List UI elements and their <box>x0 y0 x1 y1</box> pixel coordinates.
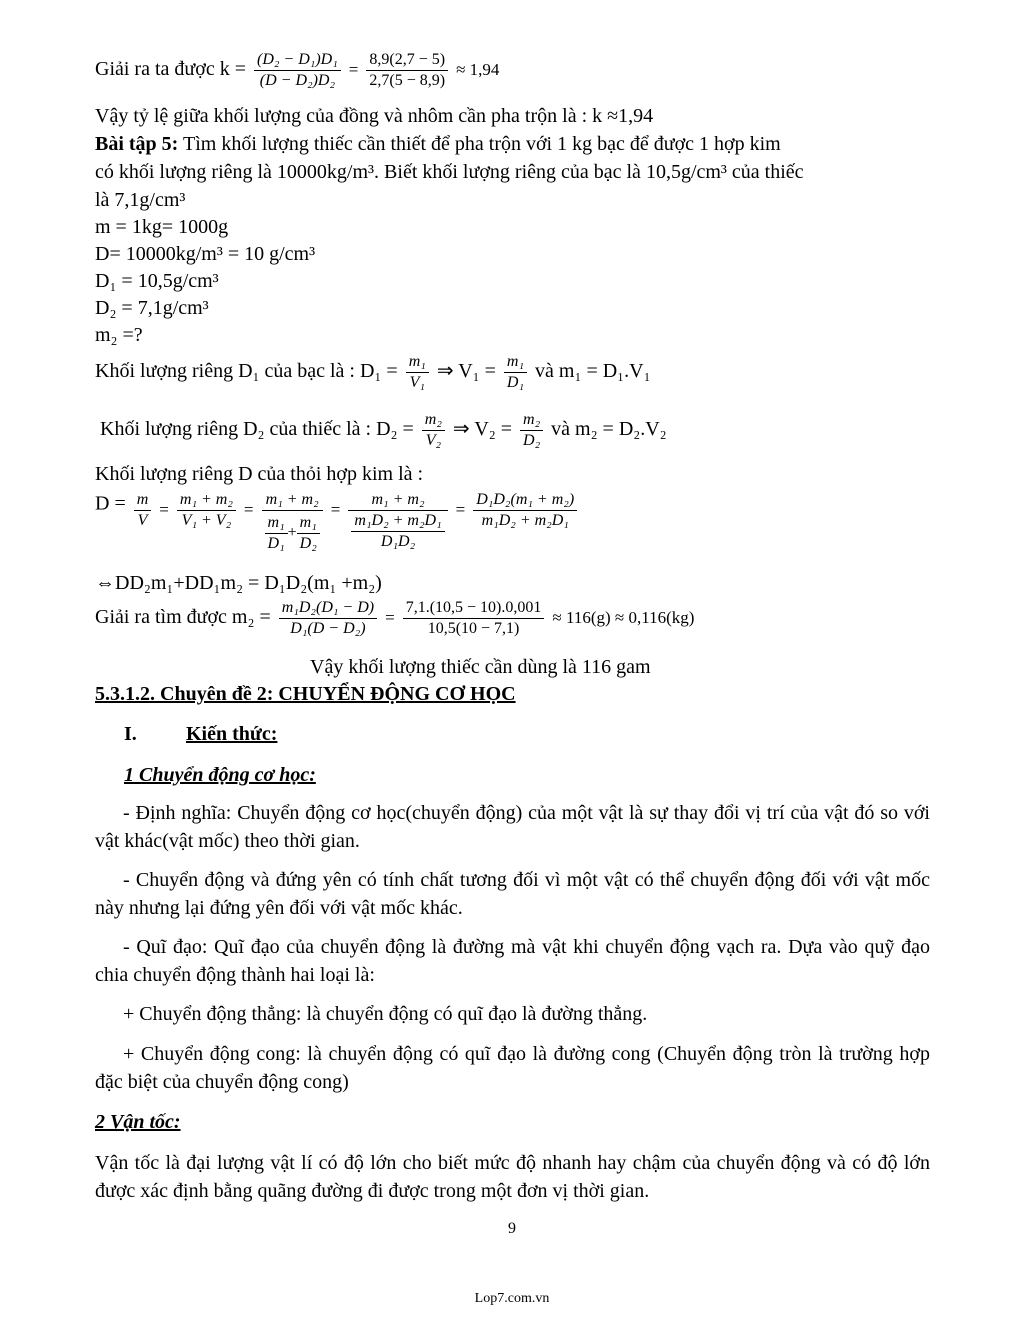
D-prefix: D = <box>95 492 131 515</box>
frac-m1-D1 <box>504 352 527 393</box>
frac-num: m₁ + m₂ <box>177 490 236 511</box>
k-frac1-den: (D − D₂)D₂ <box>259 72 336 89</box>
silver-density-line <box>95 352 651 393</box>
equals-sign: = <box>455 500 466 519</box>
equals-sign: = <box>243 500 254 519</box>
frac-den-compound <box>262 511 323 554</box>
frac-num: m₁ <box>406 352 429 373</box>
frac-num: m₁ + m₂ <box>348 490 447 511</box>
k-prefix: Giải ra ta được k = <box>95 58 251 81</box>
m2-prefix: Giải ra tìm được m₂ = <box>95 606 276 629</box>
paragraph-trajectory <box>95 933 930 989</box>
tin-volume-text: ⇒ V₂ = <box>452 418 518 441</box>
frac-den: D₁ <box>267 535 285 552</box>
frac-complex-1 <box>262 490 323 554</box>
section-heading: 5.3.1.2. Chuyên đề 2: CHUYỂN ĐỘNG CƠ HỌC <box>95 683 516 705</box>
plus-sign: + <box>287 524 297 542</box>
tin-density-text: Khối lượng riêng D₂ của thiếc là : D₂ = <box>100 418 419 441</box>
exercise-5-line <box>95 132 781 156</box>
frac-num: m₁ <box>265 513 288 534</box>
ratio-conclusion: Vậy tỷ lệ giữa khối lượng của đồng và nhôm cần pha trộn là : k ≈1,94 <box>95 105 654 127</box>
frac-m1-D2-inner <box>297 513 320 554</box>
frac-num: m₁ + m₂ <box>262 490 323 511</box>
paragraph-text: + Chuyển động cong: là chuyển động có quĩ đạo là đường cong (Chuyển động tròn là trường hợp đặc biệt của chuyển động cong) <box>95 1043 930 1093</box>
m2-value: ≈ 116(g) ≈ 0,116(kg) <box>552 608 695 628</box>
frac-den: V₁ + V₂ <box>181 512 232 529</box>
paragraph-velocity: Vận tốc là đại lượng vật lí có độ lớn cho biết mức độ nhanh hay chậm của chuyển động và có độ lớn được xác định bằng quãng đường đi được trong một đơn vị thời gian. <box>95 1152 930 1202</box>
paragraph-text: - Quĩ đạo: Quĩ đạo của chuyển động là đường mà vật khi chuyển động vạch ra. Dựa vào quỹ đạo chia chuyển động thành hai loại là: <box>95 936 930 986</box>
equals-sign: = <box>348 60 359 80</box>
frac-den: m₁D₂ + m₂D₁ <box>481 512 569 529</box>
paragraph-text: - Chuyển động và đứng yên có tính chất tương đối vì một vật có thể chuyển động đối với vật mốc này nhưng lại đứng yên đối với vật mốc khác. <box>95 869 930 919</box>
frac-m-sum-V-sum <box>177 490 236 531</box>
knowledge-title: Kiến thức: <box>186 723 278 745</box>
frac-num: m₂ <box>422 410 445 431</box>
m2-fraction-2 <box>403 598 545 639</box>
frac-den: V <box>137 512 148 529</box>
exercise-5-line-2: có khối lượng riêng là 10000kg/m³. Biết khối lượng riêng của bạc là 10,5g/cm³ của thiếc <box>95 161 804 183</box>
frac-den: V₁ <box>409 374 425 391</box>
paragraph-relative <box>95 866 930 922</box>
paragraph-definition <box>95 799 930 855</box>
frac-den-compound <box>348 511 447 552</box>
frac-den: D₁D₂ <box>380 533 416 550</box>
frac-inner <box>351 511 444 552</box>
tin-conclusion: Vậy khối lượng thiếc cần dùng là 116 gam <box>310 656 651 678</box>
frac-m2-V2 <box>422 410 445 451</box>
silver-mass-text: và m₁ = D₁.V₁ <box>535 360 651 383</box>
unknown-m2: m₂ =? <box>95 324 143 346</box>
frac-m2-D2 <box>520 410 543 451</box>
exercise-5-text: Tìm khối lượng thiếc cần thiết để pha trộn với 1 kg bạc để được 1 hợp kim <box>178 133 781 155</box>
subsection-knowledge <box>124 722 277 746</box>
k-frac2-den: 2,7(5 − 8,9) <box>369 72 446 89</box>
k-fraction-2 <box>366 50 448 91</box>
frac-den: D₂ <box>523 432 541 449</box>
subheading-velocity: 2 Vận tốc: <box>95 1111 181 1133</box>
exercise-5-label: Bài tập 5: <box>95 133 179 155</box>
equivalence-line: ⇔DD₂m₁+DD₁m₂ = D₁D₂(m₁ +m₂) <box>95 572 382 594</box>
paragraph-straight <box>95 1000 930 1028</box>
frac-m1-V1 <box>406 352 429 393</box>
subheading-motion: 1 Chuyển động cơ học: <box>124 764 316 786</box>
frac-m-V <box>134 490 152 531</box>
frac-den: V₂ <box>425 432 442 449</box>
given-m: m = 1kg= 1000g <box>95 216 229 238</box>
paragraph-text: + Chuyển động thẳng: là chuyển động có quĩ đạo là đường thẳng. <box>123 1003 648 1025</box>
k-result-line <box>95 50 499 91</box>
alloy-density-intro: Khối lượng riêng D của thỏi hợp kim là : <box>95 463 424 485</box>
footer-site: Lop7.com.vn <box>474 1291 550 1306</box>
frac-den: D₁(D − D₂) <box>290 620 366 637</box>
paragraph-curved <box>95 1040 930 1096</box>
m2-fraction-1 <box>279 598 377 639</box>
equals-sign: = <box>385 608 395 628</box>
equals-sign: = <box>159 500 169 519</box>
frac-den: D₁ <box>506 374 525 391</box>
frac-m1-D1-inner <box>265 513 288 554</box>
k-frac2-num: 8,9(2,7 − 5) <box>366 50 448 71</box>
frac-final <box>473 490 577 531</box>
frac-num: m <box>134 490 152 511</box>
roman-numeral: I. <box>124 723 137 745</box>
equals-sign: = <box>330 500 341 519</box>
frac-num: m₁D₂(D₁ − D) <box>279 598 377 619</box>
k-fraction-1 <box>254 50 341 91</box>
exercise-5-line-3: là 7,1g/cm³ <box>95 189 186 211</box>
frac-num: D₁D₂(m₁ + m₂) <box>473 490 577 511</box>
frac-num: m₁D₂ + m₂D₁ <box>351 511 444 532</box>
silver-density-text: Khối lượng riêng D₁ của bạc là : D₁ = <box>95 360 403 383</box>
tin-mass-text: và m₂ = D₂.V₂ <box>551 418 667 441</box>
silver-volume-text: ⇒ V₁ = <box>436 360 501 383</box>
frac-num: 7,1.(10,5 − 10).0,001 <box>403 598 545 619</box>
frac-complex-2 <box>348 490 447 552</box>
alloy-density-derivation <box>95 490 580 554</box>
page-number: 9 <box>508 1220 516 1237</box>
tin-density-line <box>100 410 667 451</box>
frac-num: m₁ <box>504 352 527 373</box>
frac-den: D₂ <box>299 535 317 552</box>
frac-num: m₂ <box>520 410 543 431</box>
k-frac1-num: (D₂ − D₁)D₁ <box>254 50 341 71</box>
given-D1: D₁ = 10,5g/cm³ <box>95 270 219 292</box>
frac-num: m₁ <box>297 513 320 534</box>
paragraph-text: - Định nghĩa: Chuyển động cơ học(chuyển động) của một vật là sự thay đổi vị trí của vật đó so với vật khác(vật mốc) theo thời gian. <box>95 802 930 852</box>
k-value: ≈ 1,94 <box>456 60 500 80</box>
given-D2: D₂ = 7,1g/cm³ <box>95 297 209 319</box>
given-D: D= 10000kg/m³ = 10 g/cm³ <box>95 243 316 265</box>
m2-result-line <box>95 598 694 639</box>
frac-den: 10,5(10 − 7,1) <box>427 620 520 637</box>
